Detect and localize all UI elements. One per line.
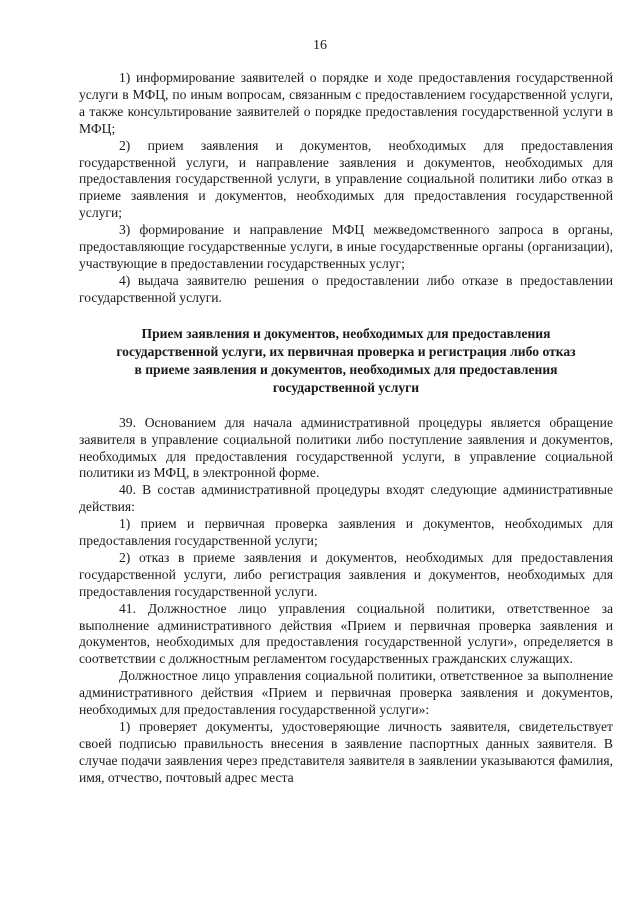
list-item: 1) прием и первичная проверка заявления и документов, необходимых для предоставления государственной услуги; [79,516,613,549]
list-item: 4) выдача заявителю решения о предоставлении либо отказе в предоставлении государственной услуги. [79,272,613,305]
paragraph-41: 41. Должностное лицо управления социальной политики, ответственное за выполнение административного действия «Прием и первичная проверка заявления и документов, необходимых для предоставления государственной услуги», определяется в соответствии с должностным регламентом государственных гражданских служащих. [79,600,613,667]
section-heading-line: Прием заявления и документов, необходимых для предоставления [141,325,551,341]
list-item: 3) формирование и направление МФЦ межведомственного запроса в органы, предоставляющие государственные услуги, в иные государственные органы (организации), участвующие в предоставлении государственных услуг; [79,222,613,271]
list-item: 2) отказ в приеме заявления и документов, необходимых для предоставления государственной услуги, либо регистрация заявления и документов, необходимых для предоставления государственной услуги. [79,549,613,599]
paragraph-40: 40. В состав административной процедуры входят следующие административные действия: [79,482,613,515]
paragraph-39: 39. Основанием для начала административной процедуры является обращение заявителя в управление социальной политики либо поступление заявления и документов, необходимых для предоставления государственной услуги, в управление социальной политики из МФЦ, в электронной форме. [79,414,613,481]
section-heading-line: в приеме заявления и документов, необходимых для предоставления [134,361,558,377]
list-item: 2) прием заявления и документов, необходимых для предоставления государственной услуги, и направление заявления и документов, необходимых для предоставления государственной услуги, в управление социальной политики либо отказ в приеме заявления и документов, необходимых для предоставления государственной услуги; [79,137,613,221]
document-body [79,70,613,787]
section-heading-line: государственной услуги [272,379,420,395]
paragraph: Должностное лицо управления социальной политики, ответственное за выполнение административного действия «Прием и первичная проверка заявления и документов, необходимых для предоставления государственной услуги»: [79,668,613,718]
section-heading [79,325,613,397]
page-number: 16 [313,38,327,53]
list-item: 1) информирование заявителей о порядке и ходе предоставления государственной услуги в МФЦ, по иным вопросам, связанным с предоставлением государственной услуги, а также консультирование заявителей о порядке предоставления государственной услуги в МФЦ; [79,70,613,136]
list-item: 1) проверяет документы, удостоверяющие личность заявителя, свидетельствует своей подписью правильность внесения в заявление паспортных данных заявителя. В случае подачи заявления через представителя заявителя в заявлении указываются фамилия, имя, отчество, почтовый адрес места [79,719,613,785]
section-heading-line: государственной услуги, их первичная проверка и регистрация либо отказ [116,343,576,359]
